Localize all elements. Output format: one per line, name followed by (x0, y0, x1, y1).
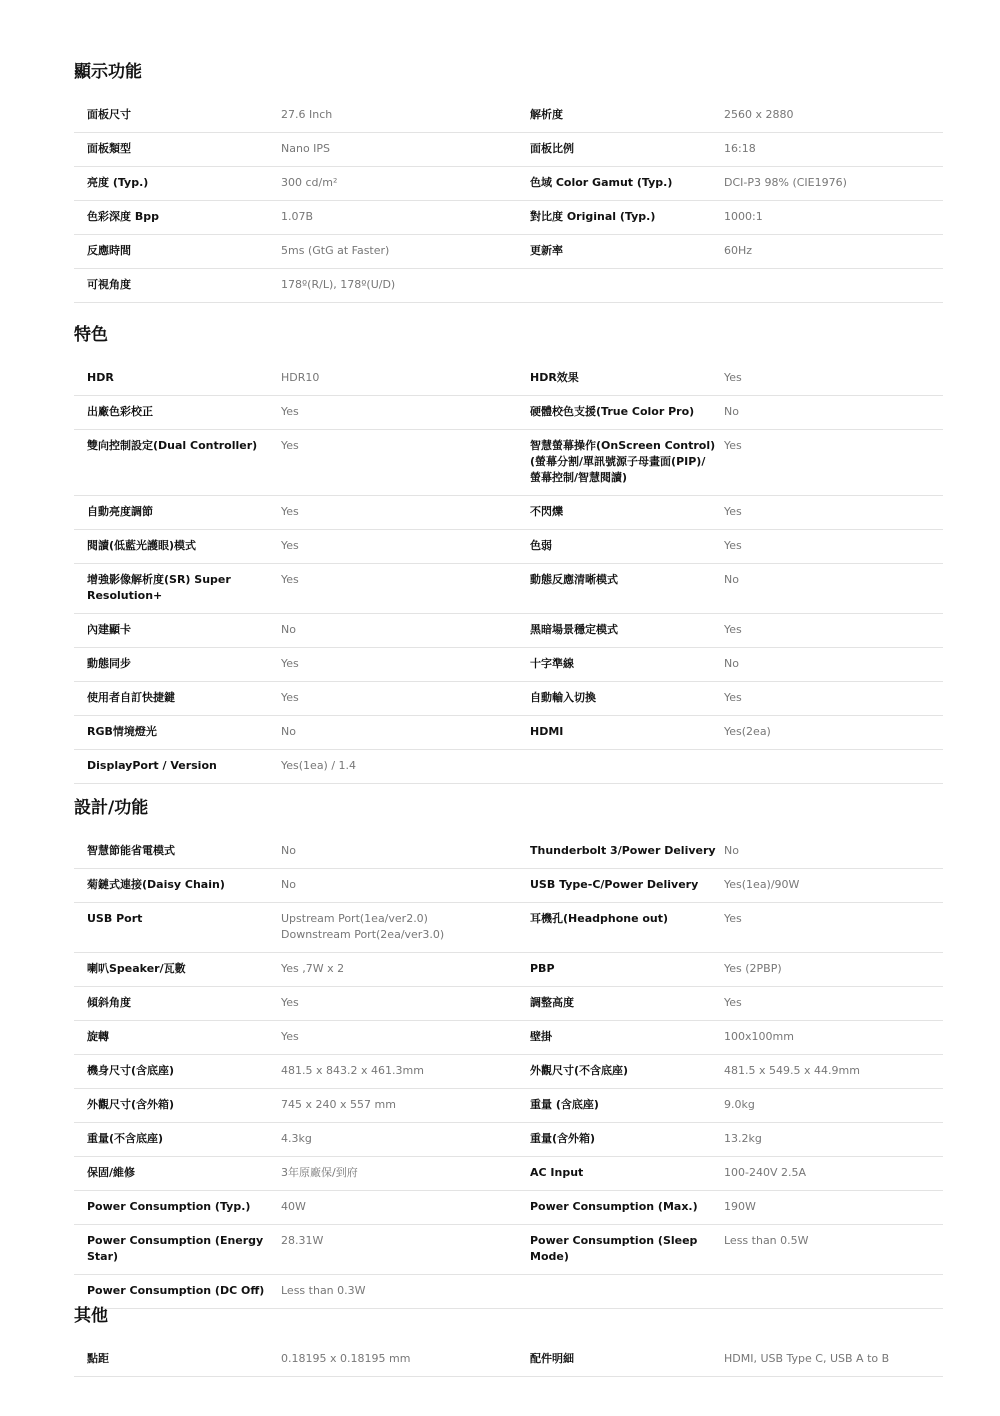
spec-label: DisplayPort / Version (74, 750, 281, 784)
spec-label: 閱讀(低藍光護眼)模式 (74, 530, 281, 564)
spec-value: 28.31W (281, 1225, 530, 1275)
spec-label: 點距 (74, 1343, 281, 1377)
spec-value: No (281, 716, 530, 750)
table-row (74, 614, 943, 648)
table-row (74, 1343, 943, 1377)
spec-label: 雙向控制設定(Dual Controller) (74, 430, 281, 496)
spec-value: No (281, 614, 530, 648)
spec-value: 4.3kg (281, 1123, 530, 1157)
table-row (74, 362, 943, 396)
spec-label: 調整高度 (530, 987, 724, 1021)
spec-value: No (724, 648, 943, 682)
spec-label: Power Consumption (DC Off) (74, 1275, 281, 1309)
spec-value: 9.0kg (724, 1089, 943, 1123)
spec-value: 3年原廠保/到府 (281, 1157, 530, 1191)
spec-value: Yes (281, 682, 530, 716)
spec-label: HDMI (530, 716, 724, 750)
spec-label: 出廠色彩校正 (74, 396, 281, 430)
spec-value: No (281, 869, 530, 903)
spec-value: Yes(2ea) (724, 716, 943, 750)
spec-value: 27.6 Inch (281, 99, 530, 133)
spec-value: HDR10 (281, 362, 530, 396)
table-row (74, 1055, 943, 1089)
spec-label: PBP (530, 953, 724, 987)
spec-label: 傾斜角度 (74, 987, 281, 1021)
spec-label: 機身尺寸(含底座) (74, 1055, 281, 1089)
table-row (74, 716, 943, 750)
spec-label: 動態同步 (74, 648, 281, 682)
spec-label: Power Consumption (Max.) (530, 1191, 724, 1225)
spec-value: 2560 x 2880 (724, 99, 943, 133)
spec-label: 耳機孔(Headphone out) (530, 903, 724, 953)
spec-value: Nano IPS (281, 133, 530, 167)
spec-label: 重量(不含底座) (74, 1123, 281, 1157)
spec-label: 外觀尺寸(含外箱) (74, 1089, 281, 1123)
section-title: 特色 (74, 325, 108, 345)
spec-value: Yes (724, 362, 943, 396)
spec-label: 增強影像解析度(SR) Super Resolution+ (74, 564, 281, 614)
spec-label: HDR (74, 362, 281, 396)
table-row (74, 1123, 943, 1157)
spec-label: HDR效果 (530, 362, 724, 396)
table-row (74, 396, 943, 430)
spec-value: Less than 0.5W (724, 1225, 943, 1275)
table-row (74, 564, 943, 614)
spec-label: 色域 Color Gamut (Typ.) (530, 167, 724, 201)
spec-label: AC Input (530, 1157, 724, 1191)
spec-label: 智慧節能省電模式 (74, 835, 281, 869)
spec-value: HDMI, USB Type C, USB A to B (724, 1343, 943, 1377)
spec-label: 喇叭Speaker/瓦數 (74, 953, 281, 987)
spec-value: 481.5 x 843.2 x 461.3mm (281, 1055, 530, 1089)
spec-value: 100-240V 2.5A (724, 1157, 943, 1191)
table-row (74, 530, 943, 564)
table-row (74, 750, 943, 784)
table-row (74, 682, 943, 716)
spec-label: 更新率 (530, 235, 724, 269)
table-row (74, 953, 943, 987)
spec-value: 13.2kg (724, 1123, 943, 1157)
spec-label (530, 269, 724, 303)
spec-label: 使用者自訂快捷鍵 (74, 682, 281, 716)
spec-value: Yes (281, 987, 530, 1021)
spec-label: 硬體校色支援(True Color Pro) (530, 396, 724, 430)
spec-value: 1000:1 (724, 201, 943, 235)
spec-value: No (724, 835, 943, 869)
spec-table (74, 1343, 943, 1377)
table-row (74, 648, 943, 682)
spec-label: 外觀尺寸(不含底座) (530, 1055, 724, 1089)
spec-label: USB Type-C/Power Delivery (530, 869, 724, 903)
spec-label: 保固/維修 (74, 1157, 281, 1191)
spec-label: 旋轉 (74, 1021, 281, 1055)
spec-label: 重量(含外箱) (530, 1123, 724, 1157)
table-row (74, 430, 943, 496)
section-title: 顯示功能 (74, 62, 142, 82)
spec-value: Yes (281, 648, 530, 682)
spec-value: 178º(R/L), 178º(U/D) (281, 269, 530, 303)
spec-value: Yes (724, 496, 943, 530)
table-row (74, 167, 943, 201)
spec-label: Power Consumption (Typ.) (74, 1191, 281, 1225)
section-title: 設計/功能 (74, 798, 149, 818)
table-row (74, 1089, 943, 1123)
spec-label: 動態反應清晰模式 (530, 564, 724, 614)
section-title: 其他 (74, 1306, 108, 1326)
table-row (74, 1225, 943, 1275)
spec-label: 可視角度 (74, 269, 281, 303)
spec-value: 0.18195 x 0.18195 mm (281, 1343, 530, 1377)
spec-label: 對比度 Original (Typ.) (530, 201, 724, 235)
spec-value: Yes(1ea) / 1.4 (281, 750, 530, 784)
spec-section-display (74, 60, 935, 303)
spec-value: Yes (281, 1021, 530, 1055)
spec-value: Yes (281, 430, 530, 496)
spec-value: 481.5 x 549.5 x 44.9mm (724, 1055, 943, 1089)
spec-value: Yes (724, 614, 943, 648)
spec-value: 16:18 (724, 133, 943, 167)
table-row (74, 133, 943, 167)
spec-label: Thunderbolt 3/Power Delivery (530, 835, 724, 869)
spec-table (74, 362, 943, 784)
table-row (74, 1191, 943, 1225)
spec-label: 黑暗場景穩定模式 (530, 614, 724, 648)
spec-value: Yes (724, 430, 943, 496)
spec-value: Yes ,7W x 2 (281, 953, 530, 987)
spec-label: 菊鏈式連接(Daisy Chain) (74, 869, 281, 903)
spec-label: Power Consumption (Energy Star) (74, 1225, 281, 1275)
spec-section-features (74, 323, 935, 784)
spec-value (724, 269, 943, 303)
table-row (74, 269, 943, 303)
spec-label: 智慧螢幕操作(OnScreen Control) (螢幕分割/單訊號源子母畫面(PIP)/ 螢幕控制/智慧閱讀) (530, 430, 724, 496)
table-row (74, 1021, 943, 1055)
spec-label: 自動輸入切換 (530, 682, 724, 716)
spec-value: Yes (724, 682, 943, 716)
spec-value: 5ms (GtG at Faster) (281, 235, 530, 269)
table-row (74, 235, 943, 269)
spec-value: 60Hz (724, 235, 943, 269)
table-row (74, 903, 943, 953)
spec-label: 內建顯卡 (74, 614, 281, 648)
spec-value: Upstream Port(1ea/ver2.0) Downstream Port(2ea/ver3.0) (281, 903, 530, 953)
spec-value: 745 x 240 x 557 mm (281, 1089, 530, 1123)
table-row (74, 1157, 943, 1191)
spec-label (530, 750, 724, 784)
table-row (74, 201, 943, 235)
spec-value: Yes(1ea)/90W (724, 869, 943, 903)
spec-table (74, 99, 943, 303)
spec-label: 不閃爍 (530, 496, 724, 530)
spec-label: RGB情境燈光 (74, 716, 281, 750)
spec-value: Yes (281, 496, 530, 530)
spec-value: No (724, 396, 943, 430)
spec-label: 反應時間 (74, 235, 281, 269)
spec-value: Yes (281, 564, 530, 614)
spec-label: 解析度 (530, 99, 724, 133)
spec-section-other (74, 1304, 935, 1377)
spec-value: 190W (724, 1191, 943, 1225)
spec-value: Yes (2PBP) (724, 953, 943, 987)
table-row (74, 987, 943, 1021)
spec-section-design (74, 796, 935, 1309)
spec-value (724, 750, 943, 784)
spec-value: 300 cd/m² (281, 167, 530, 201)
spec-label: 自動亮度調節 (74, 496, 281, 530)
spec-value: Yes (724, 903, 943, 953)
spec-label: 十字準線 (530, 648, 724, 682)
spec-value: Less than 0.3W (281, 1275, 530, 1309)
spec-label: 面板類型 (74, 133, 281, 167)
spec-table (74, 835, 943, 1309)
spec-label: USB Port (74, 903, 281, 953)
spec-value: No (724, 564, 943, 614)
spec-value: No (281, 835, 530, 869)
spec-value: Yes (281, 396, 530, 430)
spec-value: 40W (281, 1191, 530, 1225)
table-row (74, 869, 943, 903)
table-row (74, 496, 943, 530)
spec-label: 配件明細 (530, 1343, 724, 1377)
spec-label: 壁掛 (530, 1021, 724, 1055)
spec-label: 面板比例 (530, 133, 724, 167)
spec-label: 色弱 (530, 530, 724, 564)
spec-label: 亮度 (Typ.) (74, 167, 281, 201)
spec-value: 100x100mm (724, 1021, 943, 1055)
spec-value: DCI-P3 98% (CIE1976) (724, 167, 943, 201)
spec-value: Yes (724, 987, 943, 1021)
spec-label: 重量 (含底座) (530, 1089, 724, 1123)
table-row (74, 835, 943, 869)
spec-value: Yes (724, 530, 943, 564)
spec-value: 1.07B (281, 201, 530, 235)
spec-value: Yes (281, 530, 530, 564)
spec-label: 面板尺寸 (74, 99, 281, 133)
spec-label: Power Consumption (Sleep Mode) (530, 1225, 724, 1275)
table-row (74, 99, 943, 133)
spec-label: 色彩深度 Bpp (74, 201, 281, 235)
